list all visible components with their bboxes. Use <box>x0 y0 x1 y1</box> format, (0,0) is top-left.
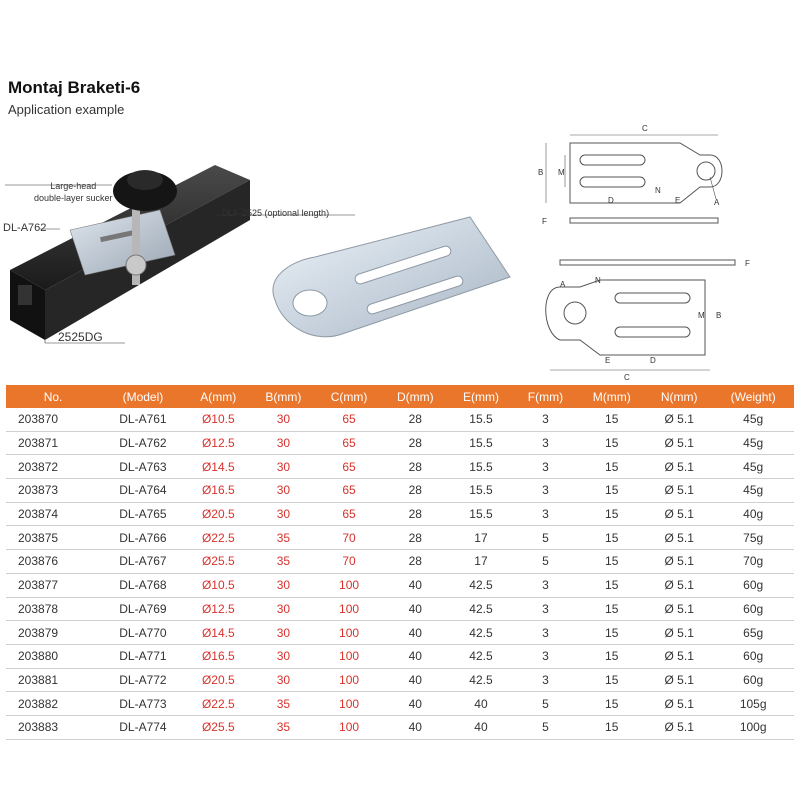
column-header: N(mm) <box>646 385 712 408</box>
table-cell: 28 <box>382 479 448 503</box>
table-cell: 15 <box>577 573 646 597</box>
table-cell: 203878 <box>6 597 100 621</box>
table-cell: 105g <box>712 692 794 716</box>
plate-body <box>273 217 510 337</box>
table-cell: 30 <box>251 621 316 645</box>
table-cell: 30 <box>251 502 316 526</box>
table-cell: 3 <box>514 408 578 431</box>
table-cell: 70g <box>712 550 794 574</box>
table-cell: Ø 5.1 <box>646 455 712 479</box>
table-cell: Ø10.5 <box>186 573 251 597</box>
table-cell: 35 <box>251 550 316 574</box>
table-cell: Ø 5.1 <box>646 573 712 597</box>
table-row <box>6 479 794 503</box>
side-view-2 <box>560 260 735 265</box>
table-cell: 15 <box>577 479 646 503</box>
table-cell: Ø 5.1 <box>646 597 712 621</box>
svg-text:E: E <box>605 356 611 365</box>
table-cell: 17 <box>448 550 513 574</box>
table-cell: 45g <box>712 455 794 479</box>
svg-text:B: B <box>538 168 544 177</box>
table-row <box>6 431 794 455</box>
table-cell: 3 <box>514 621 578 645</box>
table-cell: 15.5 <box>448 502 513 526</box>
table-cell: Ø12.5 <box>186 431 251 455</box>
table-cell: Ø 5.1 <box>646 431 712 455</box>
table-cell: 3 <box>514 455 578 479</box>
table-cell: Ø22.5 <box>186 692 251 716</box>
table-cell: 70 <box>316 550 382 574</box>
table-row <box>6 644 794 668</box>
table-cell: 3 <box>514 644 578 668</box>
table-header-row <box>6 385 794 408</box>
table-cell: DL-A762 <box>100 431 186 455</box>
table-cell: 100 <box>316 715 382 739</box>
column-header: D(mm) <box>382 385 448 408</box>
table-cell: 203871 <box>6 431 100 455</box>
side-view-1 <box>570 218 718 223</box>
table-cell: 40 <box>382 621 448 645</box>
table-cell: 203875 <box>6 526 100 550</box>
table-cell: 28 <box>382 526 448 550</box>
table-cell: Ø 5.1 <box>646 526 712 550</box>
table-cell: DL-A766 <box>100 526 186 550</box>
table-cell: DL-A773 <box>100 692 186 716</box>
svg-text:F: F <box>745 259 750 268</box>
svg-text:D: D <box>650 356 656 365</box>
table-cell: Ø14.5 <box>186 455 251 479</box>
table-cell: 30 <box>251 431 316 455</box>
callout-profile: DLF-2525 (optional length) <box>222 208 330 218</box>
table-cell: 100 <box>316 668 382 692</box>
table-cell: 35 <box>251 715 316 739</box>
table-cell: 30 <box>251 479 316 503</box>
table-cell: 28 <box>382 431 448 455</box>
table-cell: Ø25.5 <box>186 550 251 574</box>
table-cell: 40 <box>382 644 448 668</box>
table-cell: Ø20.5 <box>186 502 251 526</box>
column-header: (Model) <box>100 385 186 408</box>
table-row <box>6 597 794 621</box>
table-cell: 5 <box>514 715 578 739</box>
table-cell: 42.5 <box>448 573 513 597</box>
table-cell: 35 <box>251 526 316 550</box>
table-cell: 15 <box>577 715 646 739</box>
bottom-view-hole <box>564 302 586 324</box>
table-cell: 15 <box>577 668 646 692</box>
table-cell: 203881 <box>6 668 100 692</box>
svg-text:N: N <box>655 186 661 195</box>
table-cell: DL-A765 <box>100 502 186 526</box>
table-cell: 5 <box>514 692 578 716</box>
table-cell: 60g <box>712 573 794 597</box>
table-cell: Ø10.5 <box>186 408 251 431</box>
top-view-outline <box>570 143 722 203</box>
table-cell: 15 <box>577 621 646 645</box>
table-cell: 15.5 <box>448 455 513 479</box>
table-cell: 40 <box>448 715 513 739</box>
table-cell: 40 <box>382 573 448 597</box>
table-cell: DL-A763 <box>100 455 186 479</box>
table-cell: 203870 <box>6 408 100 431</box>
table-cell: Ø14.5 <box>186 621 251 645</box>
table-cell: 42.5 <box>448 597 513 621</box>
table-cell: 203874 <box>6 502 100 526</box>
table-cell: 40 <box>382 692 448 716</box>
table-cell: 45g <box>712 431 794 455</box>
table-cell: Ø 5.1 <box>646 668 712 692</box>
table-cell: Ø 5.1 <box>646 479 712 503</box>
table-cell: 35 <box>251 692 316 716</box>
table-cell: 203873 <box>6 479 100 503</box>
technical-drawing <box>520 115 800 390</box>
plate-hole <box>293 290 327 316</box>
table-cell: DL-A761 <box>100 408 186 431</box>
table-cell: 42.5 <box>448 644 513 668</box>
table-cell: 15.5 <box>448 431 513 455</box>
column-header: (Weight) <box>712 385 794 408</box>
table-cell: 60g <box>712 644 794 668</box>
table-cell: 203879 <box>6 621 100 645</box>
column-header: B(mm) <box>251 385 316 408</box>
table-row <box>6 573 794 597</box>
table-cell: 3 <box>514 668 578 692</box>
table-row <box>6 668 794 692</box>
table-cell: 30 <box>251 573 316 597</box>
svg-text:F: F <box>542 217 547 226</box>
top-view-hole <box>697 162 715 180</box>
table-cell: 65g <box>712 621 794 645</box>
table-cell: 100 <box>316 573 382 597</box>
table-cell: 60g <box>712 668 794 692</box>
table-cell: 15 <box>577 597 646 621</box>
table-cell: 100 <box>316 644 382 668</box>
table-cell: 40 <box>448 692 513 716</box>
bracket-part-image <box>255 205 525 355</box>
table-cell: 28 <box>382 550 448 574</box>
table-cell: 5 <box>514 526 578 550</box>
column-header: A(mm) <box>186 385 251 408</box>
table-row <box>6 455 794 479</box>
table-cell: 100 <box>316 597 382 621</box>
table-cell: 28 <box>382 455 448 479</box>
table-cell: 203880 <box>6 644 100 668</box>
svg-text:M: M <box>558 168 565 177</box>
table-cell: Ø16.5 <box>186 644 251 668</box>
column-header: No. <box>6 385 100 408</box>
table-cell: 30 <box>251 644 316 668</box>
table-cell: 203883 <box>6 715 100 739</box>
table-cell: DL-A764 <box>100 479 186 503</box>
sucker-top <box>127 170 163 190</box>
nut <box>126 255 146 275</box>
table-cell: Ø 5.1 <box>646 715 712 739</box>
dim-c-top: C <box>642 124 648 133</box>
page-title: Montaj Braketi-6 <box>8 78 141 97</box>
table-cell: 70 <box>316 526 382 550</box>
table-row <box>6 550 794 574</box>
table-cell: Ø 5.1 <box>646 692 712 716</box>
callout-rail: 2525DG <box>58 330 103 344</box>
table-cell: 15 <box>577 455 646 479</box>
table-cell: 30 <box>251 597 316 621</box>
top-view-slot-2 <box>580 177 645 187</box>
table-cell: 40 <box>382 597 448 621</box>
column-header: C(mm) <box>316 385 382 408</box>
table-cell: 15.5 <box>448 479 513 503</box>
table-cell: 3 <box>514 502 578 526</box>
table-cell: DL-A772 <box>100 668 186 692</box>
table-cell: 203876 <box>6 550 100 574</box>
bottom-view-outline <box>546 280 705 355</box>
svg-text:N: N <box>595 276 601 285</box>
table-cell: 15 <box>577 692 646 716</box>
table-cell: 75g <box>712 526 794 550</box>
svg-text:D: D <box>608 196 614 205</box>
table-cell: 100g <box>712 715 794 739</box>
svg-text:B: B <box>716 311 722 320</box>
dim-c-bottom: C <box>624 373 630 382</box>
table-cell: 15 <box>577 431 646 455</box>
table-cell: 60g <box>712 597 794 621</box>
rail-end-mark <box>18 285 32 305</box>
column-header: F(mm) <box>514 385 578 408</box>
table-row <box>6 621 794 645</box>
table-cell: Ø 5.1 <box>646 644 712 668</box>
callout-bracket: DL-A762 <box>3 222 47 234</box>
table-row <box>6 692 794 716</box>
table-cell: 45g <box>712 408 794 431</box>
table-cell: 42.5 <box>448 668 513 692</box>
table-row <box>6 408 794 431</box>
table-cell: 40g <box>712 502 794 526</box>
table-cell: Ø22.5 <box>186 526 251 550</box>
table-row <box>6 715 794 739</box>
table-cell: 203872 <box>6 455 100 479</box>
table-cell: 203877 <box>6 573 100 597</box>
table-cell: 28 <box>382 408 448 431</box>
table-cell: DL-A770 <box>100 621 186 645</box>
table-cell: Ø16.5 <box>186 479 251 503</box>
column-header: E(mm) <box>448 385 513 408</box>
table-cell: 3 <box>514 573 578 597</box>
top-view-slot-1 <box>580 155 645 165</box>
table-cell: Ø 5.1 <box>646 408 712 431</box>
table-cell: 65 <box>316 502 382 526</box>
table-cell: 30 <box>251 408 316 431</box>
page-subtitle: Application example <box>8 102 125 117</box>
table-cell: Ø25.5 <box>186 715 251 739</box>
table-cell: 15 <box>577 526 646 550</box>
table-cell: 65 <box>316 479 382 503</box>
svg-text:M: M <box>698 311 705 320</box>
table-cell: 5 <box>514 550 578 574</box>
table-cell: 30 <box>251 668 316 692</box>
table-cell: 42.5 <box>448 621 513 645</box>
svg-text:A: A <box>560 280 566 289</box>
table-cell: Ø 5.1 <box>646 502 712 526</box>
table-cell: 3 <box>514 597 578 621</box>
table-cell: DL-A767 <box>100 550 186 574</box>
table-cell: DL-A768 <box>100 573 186 597</box>
table-cell: Ø 5.1 <box>646 550 712 574</box>
table-cell: 15 <box>577 550 646 574</box>
svg-text:A: A <box>714 198 720 207</box>
spec-table <box>6 385 794 740</box>
table-cell: 100 <box>316 621 382 645</box>
callout-sucker: Large-head double-layer sucker <box>34 181 113 203</box>
table-cell: 3 <box>514 479 578 503</box>
table-cell: Ø20.5 <box>186 668 251 692</box>
table-cell: DL-A769 <box>100 597 186 621</box>
table-cell: 40 <box>382 668 448 692</box>
table-cell: 30 <box>251 455 316 479</box>
table-cell: 17 <box>448 526 513 550</box>
table-cell: 65 <box>316 431 382 455</box>
bottom-view-slot-1 <box>615 293 690 303</box>
table-cell: 15 <box>577 408 646 431</box>
table-cell: DL-A774 <box>100 715 186 739</box>
table-row <box>6 502 794 526</box>
table-row <box>6 526 794 550</box>
bottom-view-slot-2 <box>615 327 690 337</box>
table-cell: 45g <box>712 479 794 503</box>
table-cell: 203882 <box>6 692 100 716</box>
table-cell: 28 <box>382 502 448 526</box>
table-cell: DL-A771 <box>100 644 186 668</box>
table-cell: 40 <box>382 715 448 739</box>
table-cell: Ø 5.1 <box>646 621 712 645</box>
table-cell: 15 <box>577 644 646 668</box>
table-cell: 15 <box>577 502 646 526</box>
table-cell: 100 <box>316 692 382 716</box>
svg-text:E: E <box>675 196 681 205</box>
table-cell: Ø12.5 <box>186 597 251 621</box>
column-header: M(mm) <box>577 385 646 408</box>
table-cell: 15.5 <box>448 408 513 431</box>
table-cell: 3 <box>514 431 578 455</box>
table-cell: 65 <box>316 455 382 479</box>
table-cell: 65 <box>316 408 382 431</box>
